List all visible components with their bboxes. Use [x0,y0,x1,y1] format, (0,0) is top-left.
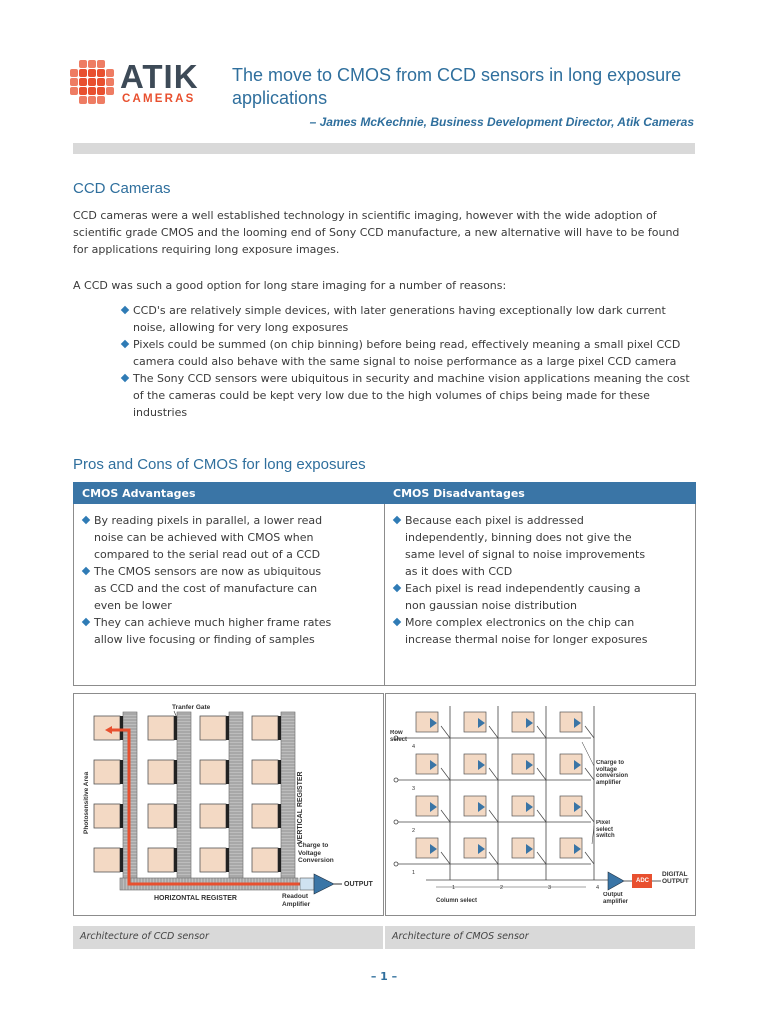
pros-cons-table [73,482,696,686]
column-number: 3 [548,885,552,891]
readout-amplifier-label: Readout Amplifier [282,893,311,908]
ccd-pixel [252,716,278,740]
ccd-pixel [94,760,120,784]
disadvantage-item: Because each pixel is addressed independently, binning does not give the same level of signal to noise improvements as it does with CCD [393,512,653,580]
section-heading-pros-cons: Pros and Cons of CMOS for long exposures [73,456,366,473]
logo-subtitle: CAMERAS [122,93,196,105]
ccd-bullet-item: Pixels could be summed (on chip binning) before being read, effectively meaning a small pixel CCD camera could also behave with the same signal to noise performance as a large pixel CCD camera [121,336,691,370]
horizontal-register-label: HORIZONTAL REGISTER [154,895,237,902]
logo-grid-icon [70,60,114,104]
ccd-bullet-item: CCD's are relatively simple devices, with later generations having exceptionally low dark current noise, allowing for very long exposures [121,302,691,336]
logo-wordmark: ATIK [120,58,199,95]
photosensitive-label: Photosensitive Area [83,771,90,834]
ccd-output-label: OUTPUT [344,881,373,888]
advantages-list [82,512,332,648]
disadvantages-header: CMOS Disadvantages [385,483,696,504]
ccd-pixel [200,760,226,784]
column-number: 1 [452,885,456,891]
ccd-pixel [148,716,174,740]
row-number: 3 [412,786,416,792]
advantage-item: By reading pixels in parallel, a lower read noise can be achieved with CMOS when compared to the serial read out of a CCD [82,512,332,563]
ccd-pixel [252,848,278,872]
row-select-label: Row select [390,730,408,743]
pixel-select-switch-label: Pixel select switch [596,820,615,839]
ccd-bullet-list [121,302,691,421]
digital-output-label: DIGITAL OUTPUT [662,871,689,885]
ccd-pixel [94,716,120,740]
figure-caption-row [73,926,695,949]
ccd-paragraph-1: CCD cameras were a well established technology in scientific imaging, however with the wide adoption of scientific grade CMOS and the looming end of Sony CCD manufacture, a new alternative will have to be found for applications requiring long exposure images. [73,209,680,256]
column-number: 4 [596,885,600,891]
ccd-pixel [200,848,226,872]
atik-logo [70,58,210,108]
ccd-paragraph-2: A CCD was such a good option for long stare imaging for a number of reasons: [73,279,507,292]
cmos-charge-label: Charge to voltage conversion amplifier [596,760,629,786]
advantages-cell [74,504,385,686]
byline: – James McKechnie, Business Development Director, Atik Cameras [309,115,694,129]
row-number: 2 [412,828,416,834]
vertical-register-label: VERTICAL REGISTER [297,771,304,844]
cmos-caption: Architecture of CMOS sensor [392,931,529,942]
advantage-item: They can achieve much higher frame rates allow live focusing or finding of samples [82,614,332,648]
row-number: 1 [412,870,416,876]
ccd-pixel [200,716,226,740]
ccd-architecture-figure [73,693,384,916]
column-select-label: Column select [436,898,478,904]
cmos-diagram [386,694,695,915]
ccd-pixel [252,760,278,784]
adc-label: ADC [636,878,649,884]
output-amplifier-label: Output amplifier [603,892,629,905]
ccd-caption: Architecture of CCD sensor [80,931,209,942]
ccd-pixel [148,848,174,872]
transfer-gate-label: Tranfer Gate [172,704,211,711]
row-number: 4 [412,744,416,750]
page-number: – 1 – [370,970,398,983]
ccd-charge-label: Charge to Voltage Conversion [298,842,334,864]
column-number: 2 [500,885,504,891]
output-amplifier-icon [608,872,624,890]
cmos-architecture-figure [385,693,696,916]
ccd-pixel [94,804,120,828]
ccd-diagram [74,694,383,915]
ccd-pixel [200,804,226,828]
disadvantages-cell [385,504,696,686]
advantage-item: The CMOS sensors are now as ubiquitous as CCD and the cost of manufacture can even be lower [82,563,332,614]
amplifier-icon [314,874,334,894]
disadvantage-item: Each pixel is read independently causing a non gaussian noise distribution [393,580,653,614]
disadvantages-list [393,512,653,648]
ccd-pixel [252,804,278,828]
document-title: The move to CMOS from CCD sensors in long exposure applications [232,65,682,108]
section-heading-ccd: CCD Cameras [73,180,171,197]
advantages-header: CMOS Advantages [74,483,385,504]
header-divider [73,143,695,154]
ccd-pixel [94,848,120,872]
ccd-pixel [148,804,174,828]
disadvantage-item: More complex electronics on the chip can increase thermal noise for longer exposures [393,614,653,648]
ccd-pixel [148,760,174,784]
ccd-bullet-item: The Sony CCD sensors were ubiquitous in security and machine vision applications meaning the cost of the cameras could be kept very low due to the high volumes of chips being made for these industries [121,370,691,421]
